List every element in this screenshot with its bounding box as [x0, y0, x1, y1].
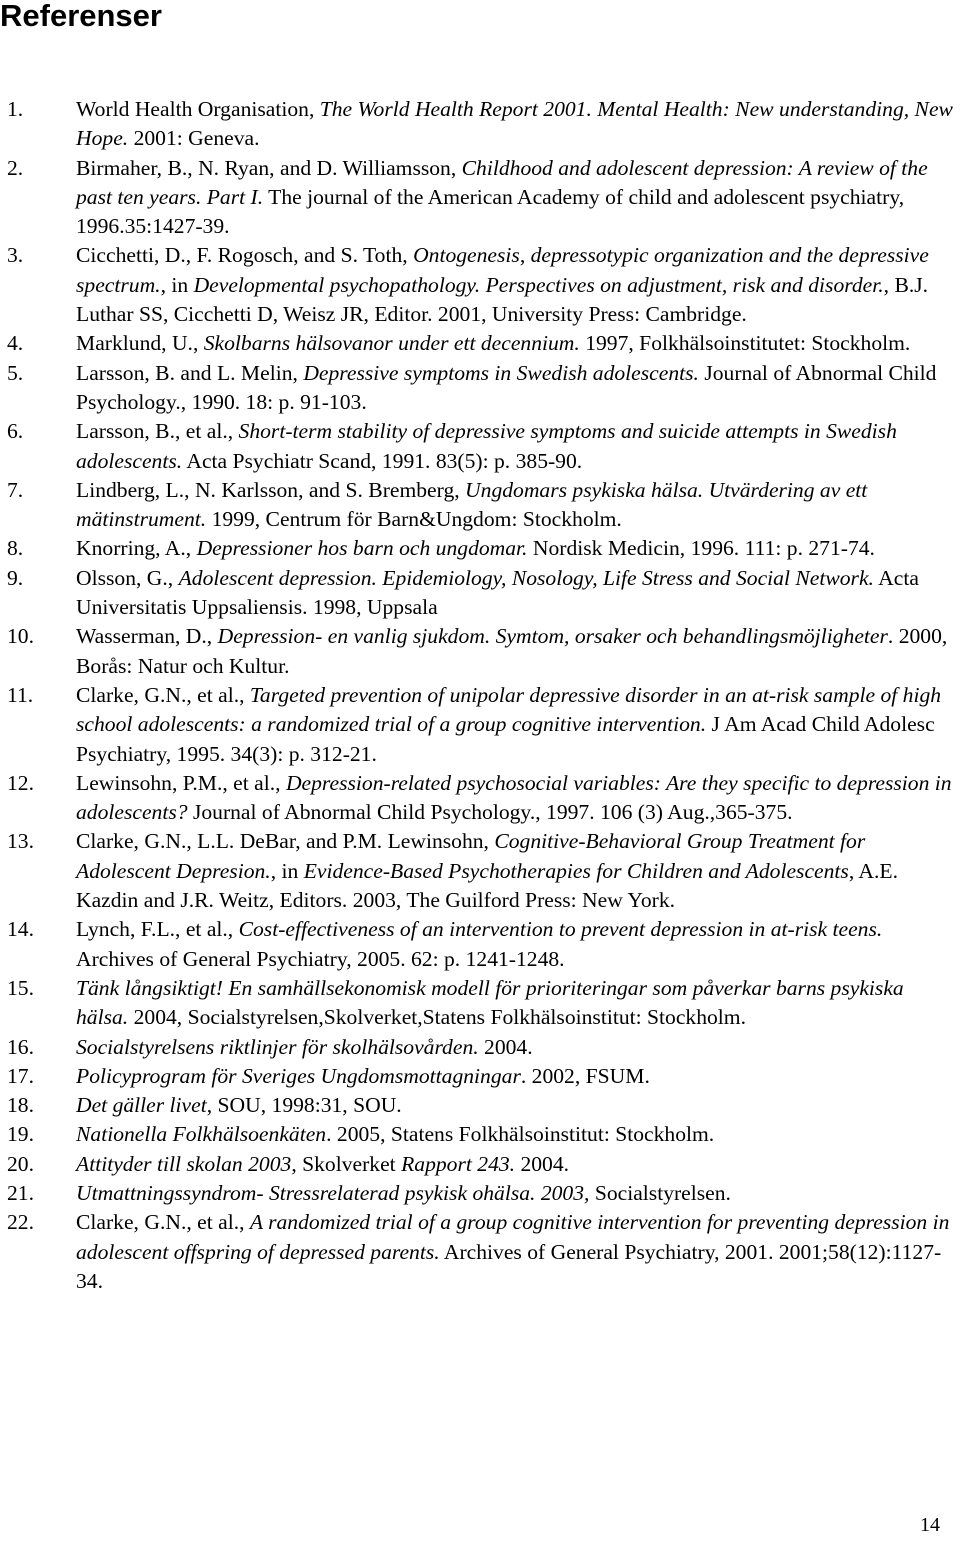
reference-number: 3.: [7, 243, 24, 268]
reference-number: 8.: [7, 536, 24, 561]
reference-number: 2.: [7, 155, 24, 180]
reference-text: 1999, Centrum för Barn&Ungdom: Stockholm.: [206, 507, 622, 532]
reference-number: 19.: [7, 1122, 34, 1147]
reference-number: 4.: [7, 331, 24, 356]
reference-number: 9.: [7, 565, 24, 590]
reference-text: , in: [160, 272, 194, 297]
reference-text: 2004.: [478, 1034, 533, 1059]
reference-text: Larsson, B., et al.,: [76, 419, 239, 444]
reference-text: Wasserman, D.,: [76, 624, 218, 649]
reference-text: , in: [270, 858, 304, 883]
reference-item: [0, 1091, 960, 1120]
reference-number: 6.: [7, 419, 24, 444]
reference-title-text: Depressioner hos barn och ungdomar.: [196, 536, 528, 561]
reference-title-text: Ungdomars psykiska hälsa. Utvärdering av ett mätinstrument.: [76, 477, 868, 532]
reference-item: [0, 95, 960, 154]
reference-number: 11.: [7, 682, 34, 707]
reference-number: 13.: [7, 829, 34, 854]
reference-text: Larsson, B. and L. Melin,: [76, 360, 304, 385]
reference-title-text: A randomized trial of a group cognitive intervention for preventing depression in adolescent offspring of depressed parents.: [76, 1210, 950, 1264]
reference-title-text: Depression-related psychosocial variables: Are they specific to depression in adolescents?: [76, 770, 952, 825]
page-heading: Referenser: [0, 0, 162, 33]
reference-title-text: Depressive symptoms in Swedish adolescents.: [303, 360, 699, 385]
reference-text: , A.E. Kazdin and J.R. Weitz, Editors. 2003, The Guilford Press: New York.: [76, 858, 899, 913]
reference-title-text: The World Health Report 2001. Mental Health: New understanding, New Hope.: [76, 97, 953, 151]
page-number: 14: [920, 1514, 940, 1536]
reference-item: [0, 622, 960, 681]
reference-number: 14.: [7, 917, 34, 942]
reference-text: . 2000, Borås: Natur och Kultur.: [76, 624, 948, 678]
reference-number: 1.: [7, 97, 24, 121]
reference-title-text: Depression- en vanlig sjukdom. Symtom, orsaker och behandlingsmöjligheter: [217, 624, 888, 649]
reference-text: Marklund, U.,: [76, 331, 204, 356]
reference-number: 5.: [7, 360, 24, 385]
reference-title-text: Targeted prevention of unipolar depressive disorder in an at-risk sample of high school adolescents: a randomized trial of a group cognitive intervention.: [76, 682, 942, 737]
reference-item: [0, 769, 960, 828]
reference-item: [0, 1062, 960, 1091]
reference-text: The journal of the American Academy of child and adolescent psychiatry, 1996.35:1427-39.: [76, 184, 905, 239]
reference-text: , Skolverket: [291, 1151, 402, 1176]
reference-text: , SOU, 1998:31, SOU.: [206, 1093, 402, 1118]
reference-item: [0, 359, 960, 418]
reference-title-text: Det gäller livet: [76, 1093, 207, 1118]
reference-title-text: Tänk långsiktigt! En samhällsekonomisk modell för prioriteringar som påverkar barns psykiska hälsa.: [76, 975, 904, 1030]
reference-item: [0, 1208, 960, 1296]
reference-text: Cicchetti, D., F. Rogosch, and S. Toth,: [76, 243, 414, 268]
reference-text: . 2005, Statens Folkhälsoinstitut: Stockholm.: [326, 1122, 715, 1147]
reference-item: [0, 1150, 960, 1179]
reference-text: Clarke, G.N., L.L. DeBar, and P.M. Lewinsohn,: [76, 829, 495, 854]
reference-text: Olsson, G.,: [76, 565, 179, 590]
reference-text: 2004, Socialstyrelsen,Skolverket,Statens Folkhälsoinstitut: Stockholm.: [128, 1005, 746, 1030]
reference-title-text: Cost-effectiveness of an intervention to prevent depression in at-risk teens.: [238, 917, 883, 942]
reference-item: [0, 417, 960, 476]
reference-item: [0, 827, 960, 915]
reference-text: Birmaher, B., N. Ryan, and D. Williamsson,: [76, 155, 462, 180]
reference-title-text: Skolbarns hälsovanor under ett decennium.: [203, 331, 580, 356]
reference-title-text: Policyprogram för Sveriges Ungdomsmottagningar: [76, 1063, 521, 1088]
reference-title-text: Socialstyrelsens riktlinjer för skolhälsovården.: [76, 1034, 479, 1059]
reference-item: [0, 974, 960, 1033]
reference-text: Clarke, G.N., et al.,: [76, 1210, 250, 1235]
reference-number: 12.: [7, 770, 34, 795]
reference-title-text: Short-term stability of depressive symptoms and suicide attempts in Swedish adolescents.: [76, 419, 897, 473]
reference-item: [0, 915, 960, 974]
reference-item: [0, 564, 960, 623]
reference-text: Acta Psychiatr Scand, 1991. 83(5): p. 385-90.: [182, 448, 583, 473]
reference-text: Lynch, F.L., et al.,: [76, 917, 239, 942]
reference-title-text: Childhood and adolescent depression: A review of the past ten years. Part I.: [76, 155, 928, 209]
reference-text: Lindberg, L., N. Karlsson, and S. Bremberg,: [76, 477, 466, 502]
reference-number: 20.: [7, 1151, 34, 1176]
reference-text: J Am Acad Child Adolesc Psychiatry, 1995. 34(3): p. 312-21.: [76, 712, 935, 766]
reference-text: Nordisk Medicin, 1996. 111: p. 271-74.: [527, 536, 875, 561]
reference-number: 17.: [7, 1063, 34, 1088]
reference-number: 18.: [7, 1093, 34, 1118]
reference-text: 2001: Geneva.: [128, 126, 260, 151]
reference-item: [0, 241, 960, 329]
reference-item: [0, 1033, 960, 1062]
reference-text: Archives of General Psychiatry, 2005. 62: p. 1241-1248.: [76, 946, 565, 971]
reference-text: . 2002, FSUM.: [520, 1063, 650, 1088]
reference-text: Knorring, A.,: [76, 536, 197, 561]
reference-title-text: Attityder till skolan 2003: [76, 1151, 292, 1176]
reference-number: 10.: [7, 624, 34, 649]
reference-title-text: Rapport 243.: [401, 1151, 516, 1176]
reference-text: Clarke, G.N., et al.,: [76, 682, 250, 707]
reference-item: [0, 329, 960, 358]
reference-title-text: Ontogenesis, depressotypic organization and the depressive spectrum.: [76, 243, 929, 297]
reference-text: 1997, Folkhälsoinstitutet: Stockholm.: [579, 331, 911, 356]
reference-text: 2004.: [515, 1151, 570, 1176]
reference-text: Lewinsohn, P.M., et al.,: [76, 770, 286, 795]
reference-title-text: Nationella Folkhälsoenkäten: [76, 1122, 327, 1147]
reference-item: [0, 1120, 960, 1149]
reference-title-text: Cognitive-Behavioral Group Treatment for Adolescent Depresion.: [76, 829, 866, 883]
reference-item: [0, 154, 960, 242]
reference-title-text: Adolescent depression. Epidemiology, Nosology, Life Stress and Social Network.: [178, 565, 874, 590]
reference-text: Journal of Abnormal Child Psychology., 1990. 18: p. 91-103.: [76, 360, 937, 414]
reference-number: 21.: [7, 1180, 34, 1205]
reference-title-text: Evidence-Based Psychotherapies for Children and Adolescents: [303, 858, 849, 883]
reference-text: Socialstyrelsen.: [589, 1180, 731, 1205]
reference-number: 7.: [7, 477, 24, 502]
reference-item: [0, 681, 960, 769]
reference-text: Journal of Abnormal Child Psychology., 1997. 106 (3) Aug.,365-375.: [187, 800, 793, 825]
reference-number: 22.: [7, 1210, 34, 1235]
reference-text: Archives of General Psychiatry, 2001. 2001;58(12):1127-34.: [76, 1239, 942, 1293]
reference-title-text: Utmattningssyndrom- Stressrelaterad psykisk ohälsa. 2003,: [76, 1180, 590, 1205]
reference-title-text: Developmental psychopathology. Perspectives on adjustment, risk and disorder.: [193, 272, 884, 297]
reference-item: [0, 476, 960, 535]
reference-number: 15.: [7, 975, 34, 1000]
reference-text: World Health Organisation,: [76, 97, 320, 121]
reference-item: [0, 534, 960, 563]
reference-list: [0, 95, 960, 1296]
reference-item: [0, 1179, 960, 1208]
reference-number: 16.: [7, 1034, 34, 1059]
reference-text: , B.J. Luthar SS, Cicchetti D, Weisz JR, Editor. 2001, University Press: Cambridge.: [76, 272, 929, 327]
reference-text: Acta Universitatis Uppsaliensis. 1998, Uppsala: [76, 565, 919, 620]
